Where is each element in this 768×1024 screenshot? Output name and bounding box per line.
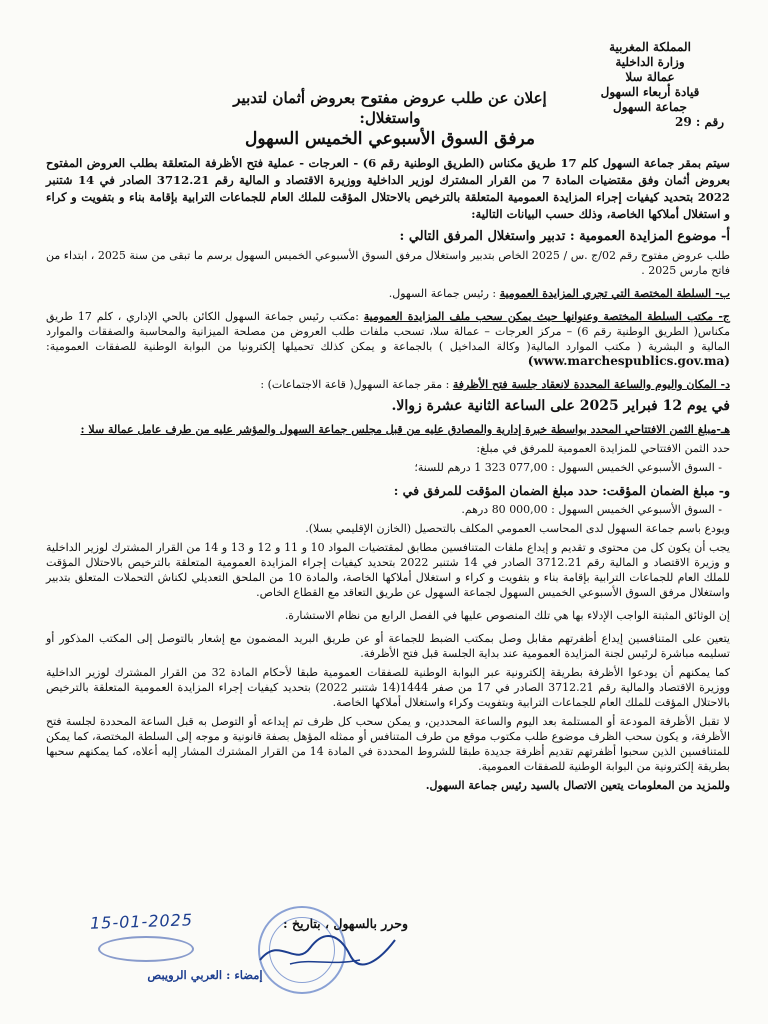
header-kingdom: المملكة المغربية: [609, 40, 691, 54]
deposit-paragraph-1: يتعين على المتنافسين إيداع أظفرتهم مقابل وصل بمكتب الضبط للجماعة أو عن طريق البريد المضمون مع إشعار بالتوصل إلى المكتب المذكور أو تسليمه مباشرة لرئيس لجنة المزايدة العمومية عند بداية الجلسة قبل فتح الأظرفة.: [46, 632, 730, 660]
title-line-2: مرفق السوق الأسبوعي الخميس السهول: [245, 129, 535, 149]
signatory-name: إمضاء : العربي الرويبص: [147, 968, 263, 982]
section-a-title: أ- موضوع المزايدة العمومية : تدبير واستغلال المرفق التالي :: [399, 229, 730, 244]
opening-session-date: في يوم 12 فبراير 2025 على الساعة الثانية عشرة زوالا.: [391, 398, 730, 414]
header-commune: جماعة السهول: [613, 100, 687, 114]
issuer-header: [570, 40, 730, 130]
deposit-paragraph-3: لا تقبل الأظرفة المودعة أو المستلمة بعد اليوم والساعة المحددين، و يمكن سحب كل ظرف تم إيداعه أو التوصل به قبل الساعة المحددة لجلسة فتح الأظرفة، و يكون سحب الظرف موضوع طلب مكتوب موقع من طرف المتنافس أو ممثله المؤهل بصفة قانونية و موجه إلى السلطة المختصة، كما يمكن للمتنافسين الذين سحبوا أظفرتهم تقديم أظرفة جديدة طبقا للشروط المحددة في المادة 14 من القرار المشترك المشار إليه أعلاه، كما يمكنهم سحبها بطريقة إلكترونية من البوابة الوطنية للصفقات العمومية.: [46, 715, 730, 773]
signoff-line: وحرر بالسهول ، بتاريخ :: [283, 916, 408, 931]
section-w-line-3: يجب أن يكون كل من محتوى و تقديم و إيداع ملفات المتنافسين مطابق لمقتضيات المواد 10 و 11 و 12 و 13 و 14 من القرار المشترك لوزير الداخلية و وزيرة الاقتصاد و المالية رقم 3712.21 الصادر في 14 شتنبر 2022 بتحديد كيفيات إجراء المزايدة العمومية المتعلقة بالترخيص بالاحتلال المؤقت للملك العام للجماعات الترابية بإقامة بناء و بتفويت و كراء و استغلال أملاكها الخاصة، والمادة 10 من الملحق التعديلي لكناش التحملات المتعلق بتدبير واستغلال مرفق السوق الأسبوعي الخميس السهول لجماعة السهول عن طريق التعاقد مع القطاع الخاص.: [46, 541, 730, 599]
section-d-title: د- المكان واليوم والساعة المحددة لانعقاد جلسة فتح الأظرفة: [452, 378, 730, 391]
section-c-title: ج- مكتب السلطة المختصة وعنوانها حيث يمكن سحب ملف المزايدة العمومية: [363, 310, 730, 323]
title-line-1: إعلان عن طلب عروض مفتوح بعروض أثمان لتدبير واستغلال:: [233, 89, 547, 127]
section-h-title: هـ-مبلغ الثمن الافتتاحي المحدد بواسطة خبرة إدارية والمصادق عليه من قبل مجلس جماعة السهول والمؤشر عليه من طرف عامل عمالة سلا :: [80, 423, 730, 436]
section-w-line-2: ويودع باسم جماعة السهول لدى المحاسب العمومي المكلف بالتحصيل (الخازن الإقليمي بسلا).: [305, 522, 730, 535]
oval-stamp-icon: [98, 936, 194, 962]
header-reference-number: رقم : 29: [674, 115, 724, 129]
section-a-text: طلب عروض مفتوح رقم 02/ج .س / 2025 الخاص بتدبير واستغلال مرفق السوق الأسبوعي الخميس السهول برسم ما تبقى من سنة 2025 ، ابتداء من فاتح مارس 2025 .: [46, 249, 731, 277]
section-d-text: : مقر جماعة السهول( قاعة الاجتماعات) :: [260, 378, 450, 391]
section-b-text: : رئيس جماعة السهول.: [388, 287, 497, 300]
signature-icon: [250, 930, 400, 970]
section-d: [46, 377, 730, 392]
contact-paragraph: وللمزيد من المعلومات يتعين الاتصال بالسيد رئيس جماعة السهول.: [425, 779, 730, 792]
marches-publics-url: (www.marchespublics.gov.ma): [527, 354, 730, 368]
deposit-paragraph-2: كما يمكنهم أن يودعوا الأظرفة بطريقة إلكترونية عبر البوابة الوطنية للصفقات العمومية طبقا لأحكام المادة 32 من القرار المشترك لوزير الداخلية ووزيرة الاقتصاد والمالية رقم 3712.21 الصادر في 17 من صفر 1444(14 شتنبر 2022) بتحديد كيفيات إجراء المزايدة العمومية المتعلقة بالترخيص بالاحتلال المؤقت للملك العام للجماعات الترابية وبتفويت وكراء واستغلال أملاكها الخاصة.: [46, 666, 730, 709]
section-w-title: و- مبلغ الضمان المؤقت: حدد مبلغ الضمان المؤقت للمرفق في :: [393, 483, 730, 498]
section-c-text: :مكتب رئيس جماعة السهول الكائن بالحي الإداري ، كلم 17 طريق مكناس( الطريق الوطنية رقم 6) – مركز العرجات – عمالة سلا، تسحب ملفات طلب العروض من مصلحة الميزانية والمحاسبة والصفقات والموارد المالية و البشرية ( مكتب الموارد المالية( وكالة المداخيل ) بالجماعة و يمكن كذلك تحميلها إلكترونيا من البوابة الوطنية للصفقات العمومية:: [46, 310, 730, 353]
section-h-line-2: - السوق الأسبوعي الخميس السهول : 077,00 323 1 درهم للسنة؛: [414, 461, 722, 474]
documents-paragraph: إن الوثائق المثبتة الواجب الإدلاء بها هي تلك المنصوص عليها في الفصل الرابع من نظام الاستشارة.: [284, 609, 730, 622]
section-c: [46, 309, 730, 369]
header-caidat: قيادة أربعاء السهول: [600, 85, 700, 99]
header-ministry: وزارة الداخلية: [615, 55, 685, 69]
handwritten-date: 15-01-2025: [89, 910, 194, 933]
intro-paragraph: سيتم بمقر جماعة السهول كلم 17 طريق مكناس (الطريق الوطنية رقم 6) - العرجات - عملية فتح الأظرفة المتعلقة بطلب العروض المفتوح بعروض أثمان وفق مقتضيات المادة 7 من القرار المشترك لوزير الداخلية ووزيرة الاقتصاد و المالية رقم 3712.21 الصادر في 14 شتنبر 2022 بتحديد كيفيات إجراء المزايدة العمومية المتعلقة بالترخيص بالاحتلال المؤقت للملك العام للجماعات الترابية بإقامة بناء و بتفويت و كراء و استغلال أملاكها الخاصة، وذلك حسب البيانات التالية:: [46, 156, 730, 221]
section-h-line-1: حدد الثمن الافتتاحي للمزايدة العمومية للمرفق في مبلغ:: [476, 442, 730, 455]
announcement-body: [46, 155, 730, 797]
section-b-title: ب- السلطة المختصة التي تجري المزايدة العمومية: [499, 287, 730, 300]
header-prefecture: عمالة سلا: [625, 70, 675, 84]
announcement-title: [210, 88, 570, 150]
section-w-line-1: - السوق الأسبوعي الخميس السهول : 000,00 80 درهم.: [461, 503, 722, 516]
section-b: [46, 286, 730, 301]
